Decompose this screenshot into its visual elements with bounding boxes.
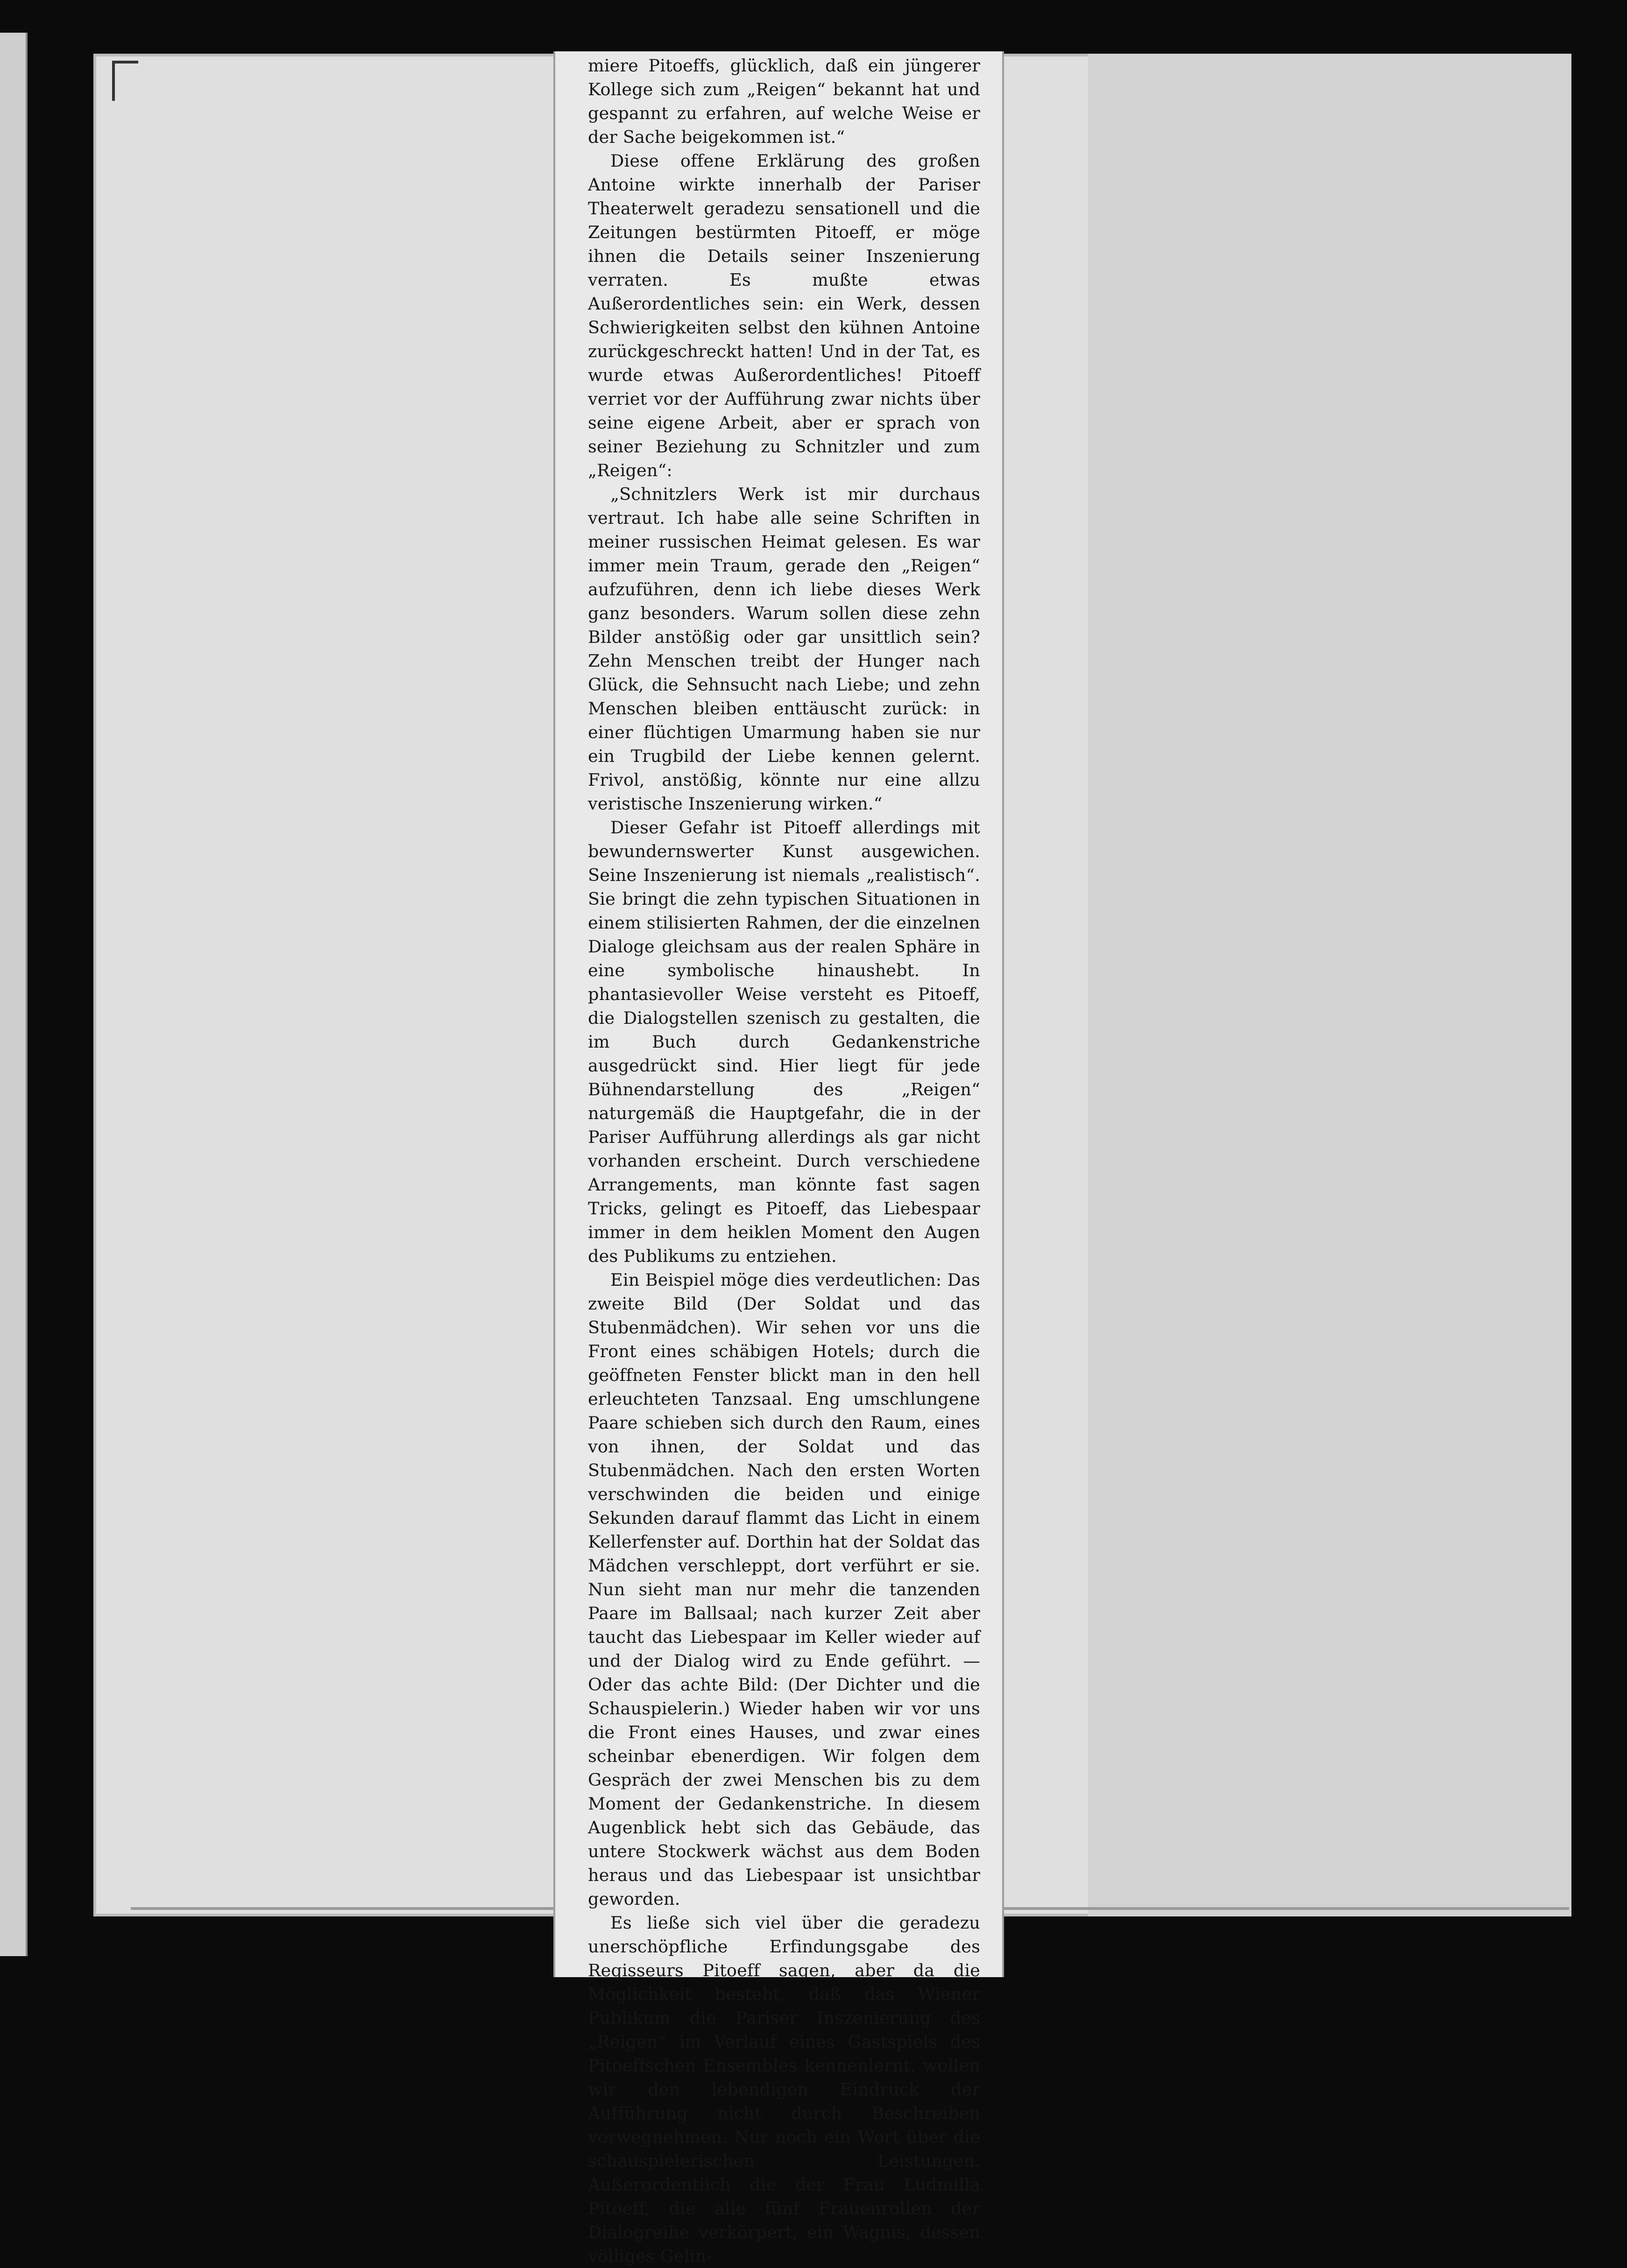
- article-paragraph: miere Pitoeffs, glücklich, daß ein jüngerer Kollege sich zum „Reigen“ bekannt hat und gespannt zu erfahren, auf welche Weise er der Sache beigekommen ist.“: [588, 56, 980, 147]
- article-paragraph: „Schnitzlers Werk ist mir durchaus vertraut. Ich habe alle seine Schriften in meiner russischen Heimat gelesen. Es war immer mein Traum, gerade den „Reigen“ aufzuführen, denn ich liebe dieses Werk ganz besonders. Warum sollen diese zehn Bilder anstößig oder gar unsittlich sein? Zehn Menschen treibt der Hunger nach Glück, die Sehnsucht nach Liebe; und zehn Menschen bleiben enttäuscht zurück: in einer flüchtigen Umarmung haben sie nur ein Trugbild der Liebe kennen gelernt. Frivol, anstößig, könnte nur eine allzu veristische Inszenierung wirken.“: [588, 484, 980, 814]
- article-paragraph: Ein Beispiel möge dies verdeutlichen: Das zweite Bild (Der Soldat und das Stubenmädchen). Wir sehen vor uns die Front eines schäbigen Hotels; durch die geöffneten Fenster blickt man in den hell erleuchteten Tanzsaal. Eng umschlungene Paare schieben sich durch den Raum, eines von ihnen, der Soldat und das Stubenmädchen. Nach den ersten Worten verschwinden die beiden und einige Sekunden darauf flammt das Licht in einem Kellerfenster auf. Dorthin hat der Soldat das Mädchen verschleppt, dort verführt er sie. Nun sieht man nur mehr die tanzenden Paare im Ballsaal; nach kurzer Zeit aber taucht das Liebespaar im Keller wieder auf und der Dialog wird zu Ende geführt. — Oder das achte Bild: (Der Dichter und die Schauspielerin.) Wieder haben wir vor uns die Front eines Hauses, und zwar eines scheinbar ebenerdigen. Wir folgen dem Gespräch der zwei Menschen bis zu dem Moment der Gedankenstriche. In diesem Augenblick hebt sich das Gebäude, das untere Stockwerk wächst aus dem Boden heraus und das Liebespaar ist unsichtbar geworden.: [588, 1270, 980, 1909]
- article-paragraph: Diese offene Erklärung des großen Antoine wirkte innerhalb der Pariser Theaterwelt geradezu sensationell und die Zeitungen bestürmten Pitoeff, er möge ihnen die Details seiner Inszenierung verraten. Es mußte etwas Außerordentliches sein: ein Werk, dessen Schwierigkeiten selbst den kühnen Antoine zurückgeschreckt hatten! Und in der Tat, es wurde etwas Außerordentliches! Pitoeff verriet vor der Aufführung zwar nichts über seine eigene Arbeit, aber er sprach von seiner Beziehung zu Schnitzler und zum „Reigen“:: [588, 151, 980, 480]
- newspaper-clipping: [553, 51, 1004, 2266]
- corner-crop-mark: [112, 61, 138, 101]
- article-column: [588, 54, 980, 2266]
- adjacent-page-edge: [0, 33, 28, 1956]
- article-paragraph: Es ließe sich viel über die geradezu unerschöpfliche Erfindungsgabe des Regisseurs Pitoeff sagen, aber da die Möglichkeit besteht, daß das Wiener Publikum die Pariser Inszenierung des „Reigen“ im Verlauf eines Gastspiels des Pitoeffschen Ensembles kennenlernt, wollen wir den lebendigen Eindruck der Aufführung nicht durch Beschreiben vorwegnehmen. Nur noch ein Wort über die schauspielerischen Leistungen. Außerordentlich die der Frau Ludmilla Pitoeff, die alle fünf Frauenrollen der Dialogreihe verkörpert, ein Wagnis, dessen völliges Gelin-: [588, 1913, 980, 2266]
- article-paragraph: Dieser Gefahr ist Pitoeff allerdings mit bewundernswerter Kunst ausgewichen. Seine Inszenierung ist niemals „realistisch“. Sie bringt die zehn typischen Situationen in einem stilisierten Rahmen, der die einzelnen Dialoge gleichsam aus der realen Sphäre in eine symbolische hinaushebt. In phantasievoller Weise versteht es Pitoeff, die Dialogstellen szenisch zu gestalten, die im Buch durch Gedankenstriche ausgedrückt sind. Hier liegt für jede Bühnendarstellung des „Reigen“ naturgemäß die Hauptgefahr, die in der Pariser Aufführung allerdings als gar nicht vorhanden erscheint. Durch verschiedene Arrangements, man könnte fast sagen Tricks, gelingt es Pitoeff, das Liebespaar immer in dem heiklen Moment den Augen des Publikums zu entziehen.: [588, 817, 980, 1266]
- sheet-shaded-area: [1088, 54, 1571, 1916]
